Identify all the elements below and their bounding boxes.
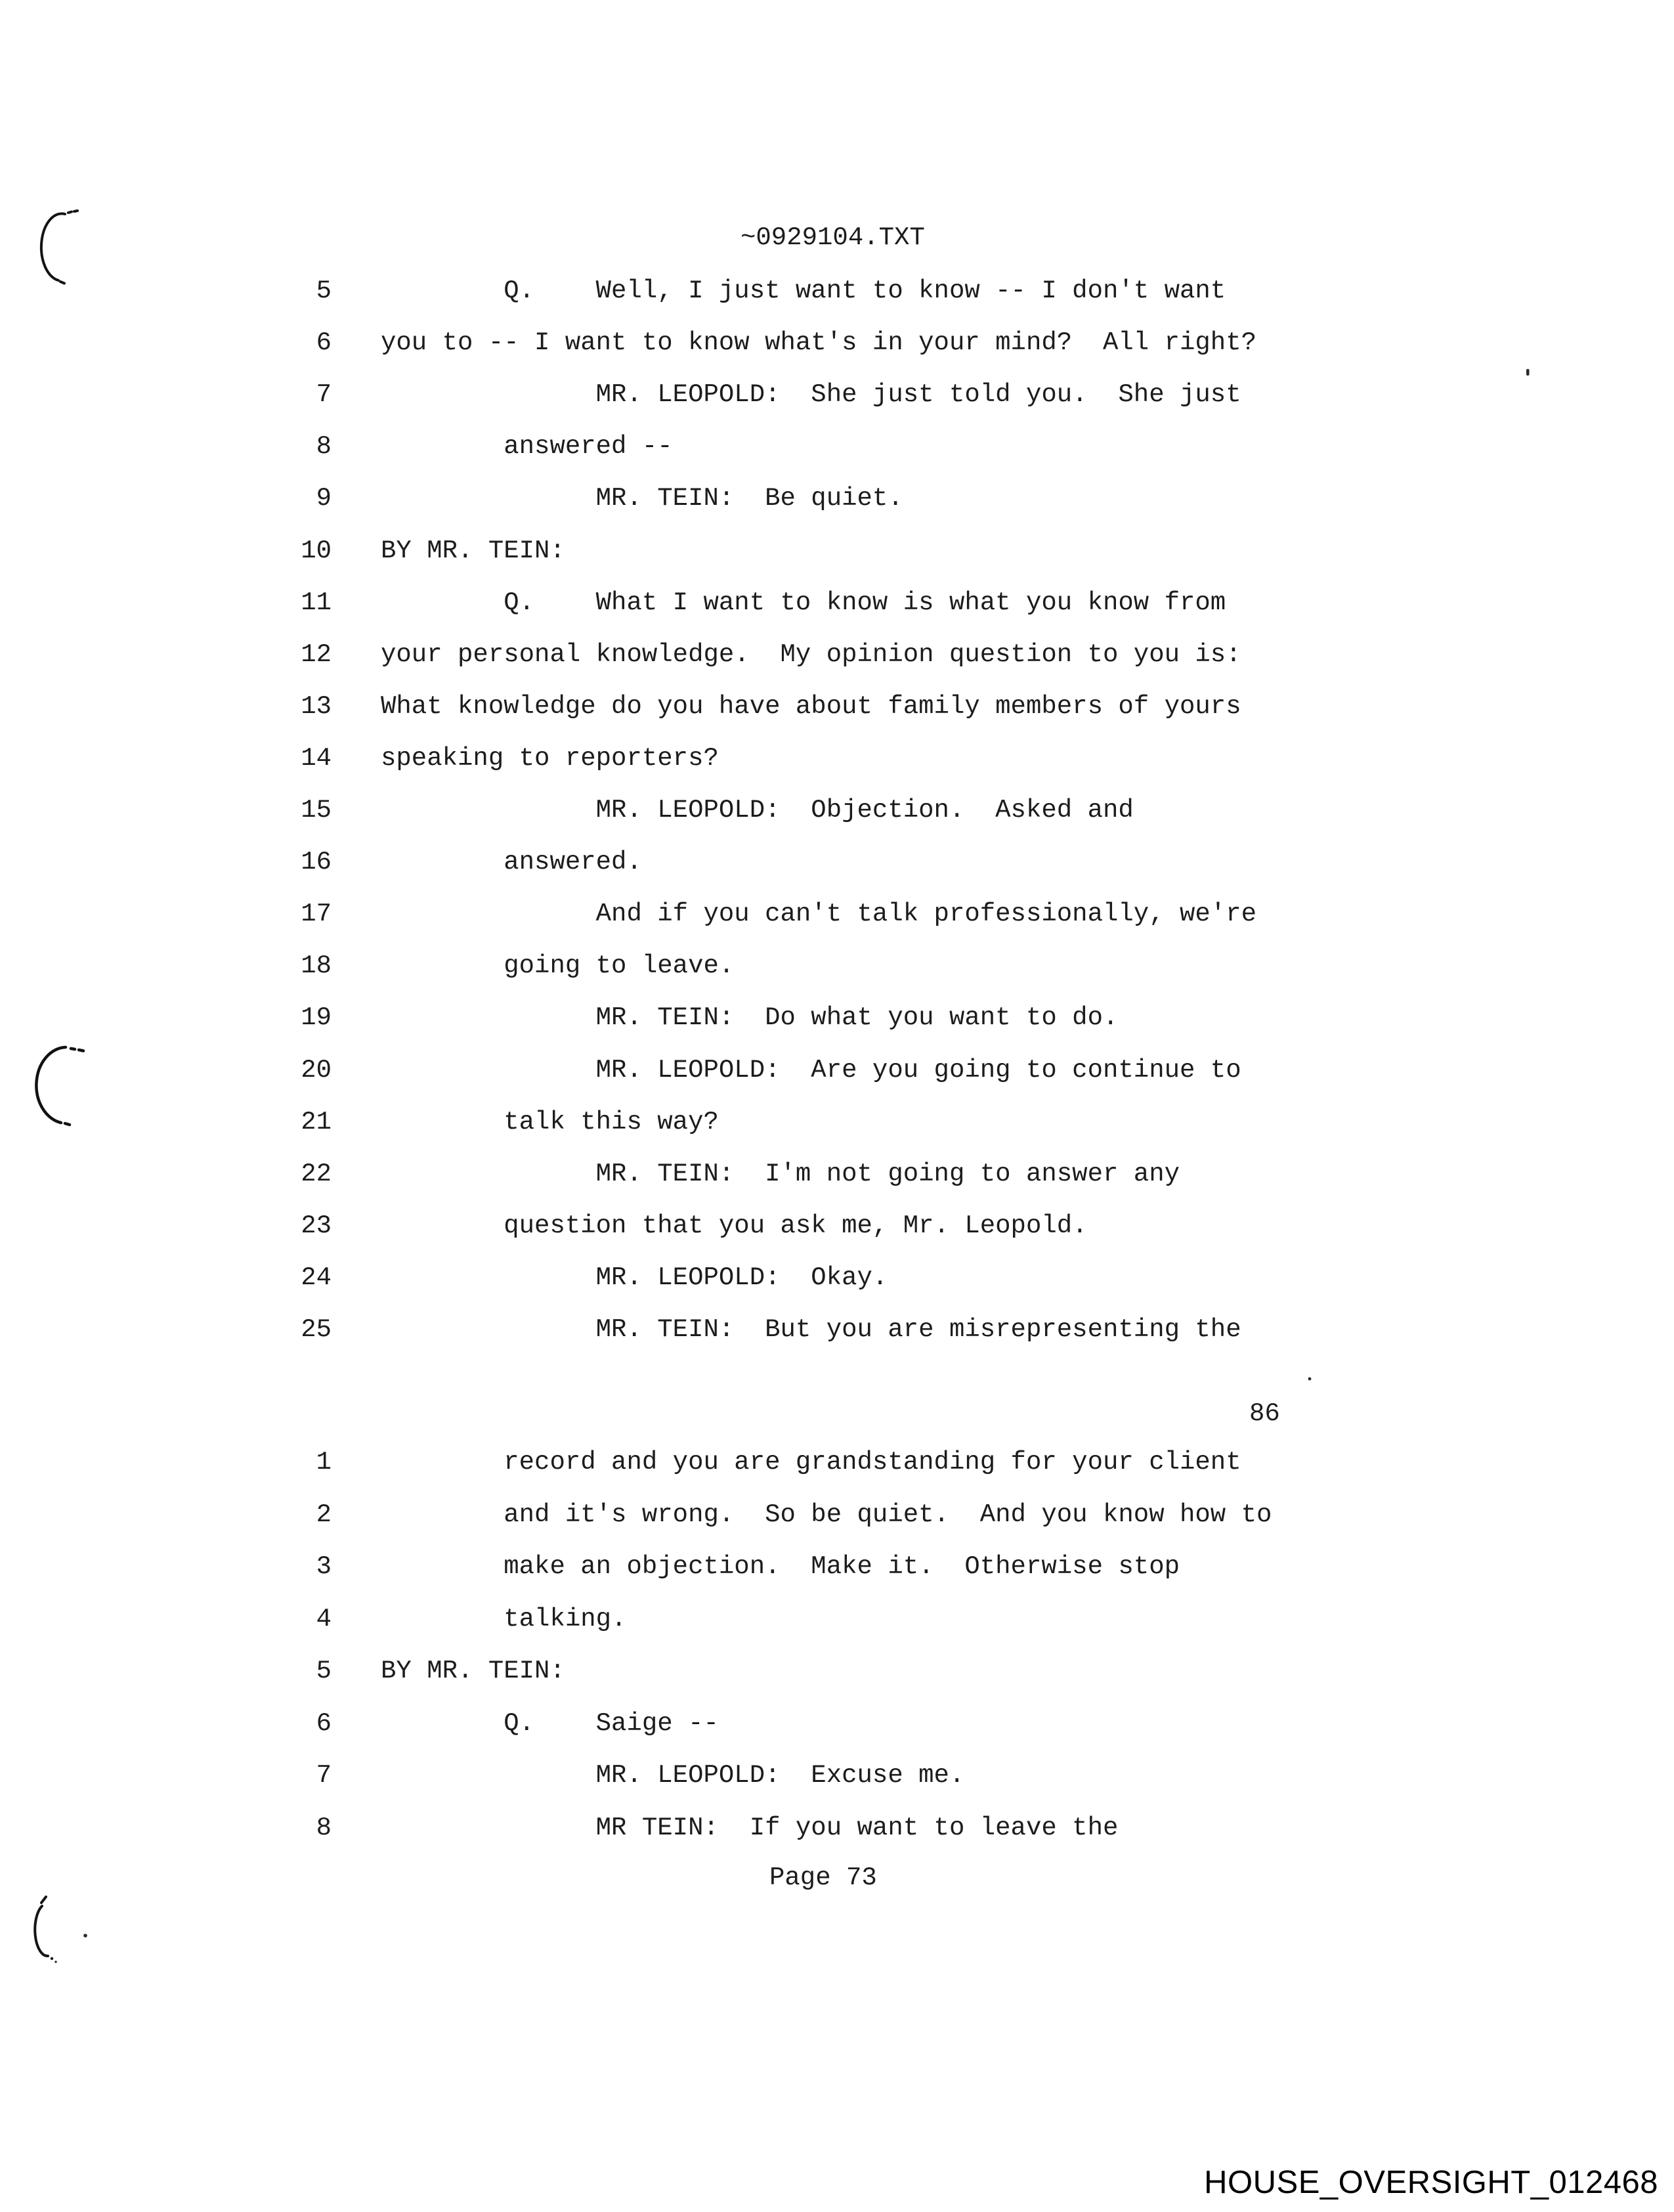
transcript-line <box>0 532 1674 569</box>
transcript-line <box>0 688 1674 725</box>
line-number: 4 <box>316 1605 332 1634</box>
line-number: 2 <box>316 1500 332 1529</box>
transcript-line <box>0 1653 1674 1689</box>
line-text: record and you are grandstanding for your client <box>381 1448 1241 1477</box>
line-number: 13 <box>301 692 332 721</box>
line-text: What knowledge do you have about family members of yours <box>381 692 1241 721</box>
line-number: 18 <box>301 951 332 980</box>
transcript-line <box>0 1601 1674 1637</box>
transcript-line <box>0 636 1674 673</box>
line-text: MR. TEIN: Be quiet. <box>381 484 903 513</box>
transcript-line <box>0 1156 1674 1192</box>
line-text: speaking to reporters? <box>381 744 719 773</box>
line-number: 17 <box>301 900 332 928</box>
line-text: question that you ask me, Mr. Leopold. <box>381 1211 1088 1240</box>
transcript-line <box>0 1311 1674 1348</box>
line-number: 9 <box>316 484 332 513</box>
transcript-line <box>0 999 1674 1036</box>
line-text: Q. Well, I just want to know -- I don't want <box>381 276 1226 305</box>
transcript-line <box>0 1810 1674 1846</box>
line-number: 16 <box>301 848 332 877</box>
transcript-line <box>0 584 1674 621</box>
transcript-line <box>0 376 1674 413</box>
transcript-line <box>0 324 1674 361</box>
line-number: 25 <box>301 1315 332 1344</box>
line-number: 22 <box>301 1160 332 1188</box>
line-text: Q. Saige -- <box>381 1709 719 1738</box>
line-number: 5 <box>316 1657 332 1685</box>
transcript-line <box>0 1052 1674 1089</box>
line-text: answered. <box>381 848 642 877</box>
line-text: going to leave. <box>381 951 735 980</box>
line-text: talk this way? <box>381 1108 719 1137</box>
line-number: 11 <box>301 588 332 617</box>
transcript-line <box>0 792 1674 829</box>
line-number: 21 <box>301 1108 332 1137</box>
transcript-line <box>0 1207 1674 1244</box>
line-text: your personal knowledge. My opinion question to you is: <box>381 640 1241 669</box>
line-text: answered -- <box>381 432 673 461</box>
line-text: MR. TEIN: But you are misrepresenting the <box>381 1315 1241 1344</box>
transcript-page-number: 86 <box>1249 1399 1280 1428</box>
line-text: MR. TEIN: Do what you want to do. <box>381 1003 1119 1032</box>
transcript-line <box>0 844 1674 880</box>
transcript-line <box>0 1757 1674 1794</box>
transcript-line <box>0 1104 1674 1140</box>
transcript-line <box>0 1259 1674 1296</box>
line-number: 6 <box>316 1709 332 1738</box>
line-number: 5 <box>316 276 332 305</box>
transcript-line <box>0 740 1674 777</box>
line-text: make an objection. Make it. Otherwise stop <box>381 1552 1180 1581</box>
line-number: 23 <box>301 1211 332 1240</box>
line-number: 19 <box>301 1003 332 1032</box>
line-text: BY MR. TEIN: <box>381 1657 565 1685</box>
line-text: Q. What I want to know is what you know from <box>381 588 1226 617</box>
document-filename-header: ~0929104.TXT <box>740 223 925 252</box>
transcript-line <box>0 272 1674 309</box>
line-number: 14 <box>301 744 332 773</box>
line-text: MR. TEIN: I'm not going to answer any <box>381 1160 1180 1188</box>
line-number: 6 <box>316 328 332 357</box>
line-text: MR. LEOPOLD: She just told you. She just <box>381 380 1241 409</box>
line-text: and it's wrong. So be quiet. And you know how to <box>381 1500 1272 1529</box>
line-text: you to -- I want to know what's in your mind? All right? <box>381 328 1257 357</box>
line-number: 1 <box>316 1448 332 1477</box>
line-text: MR. LEOPOLD: Excuse me. <box>381 1761 965 1790</box>
line-text: BY MR. TEIN: <box>381 536 565 565</box>
transcript-line <box>0 428 1674 465</box>
line-text: MR TEIN: If you want to leave the <box>381 1813 1119 1842</box>
transcript-line <box>0 1496 1674 1533</box>
transcript-line <box>0 480 1674 517</box>
transcript-line <box>0 947 1674 984</box>
line-number: 24 <box>301 1263 332 1292</box>
line-number: 10 <box>301 536 332 565</box>
line-number: 8 <box>316 432 332 461</box>
line-number: 20 <box>301 1056 332 1085</box>
transcript-line <box>0 1548 1674 1585</box>
line-text: MR. LEOPOLD: Okay. <box>381 1263 888 1292</box>
line-number: 12 <box>301 640 332 669</box>
transcript-line <box>0 1705 1674 1742</box>
line-text: talking. <box>381 1605 627 1634</box>
line-number: 3 <box>316 1552 332 1581</box>
bates-stamp: HOUSE_OVERSIGHT_012468 <box>1204 2165 1658 2200</box>
line-number: 8 <box>316 1813 332 1842</box>
footer-page-label: Page 73 <box>769 1863 877 1892</box>
binder-ring-mark-bottom <box>35 1897 56 1963</box>
line-text: MR. LEOPOLD: Are you going to continue to <box>381 1056 1241 1085</box>
line-text: And if you can't talk professionally, we're <box>381 900 1257 928</box>
line-number: 7 <box>316 380 332 409</box>
transcript-line <box>0 1444 1674 1481</box>
line-text: MR. LEOPOLD: Objection. Asked and <box>381 796 1134 825</box>
transcript-line <box>0 896 1674 932</box>
line-number: 7 <box>316 1761 332 1790</box>
line-number: 15 <box>301 796 332 825</box>
